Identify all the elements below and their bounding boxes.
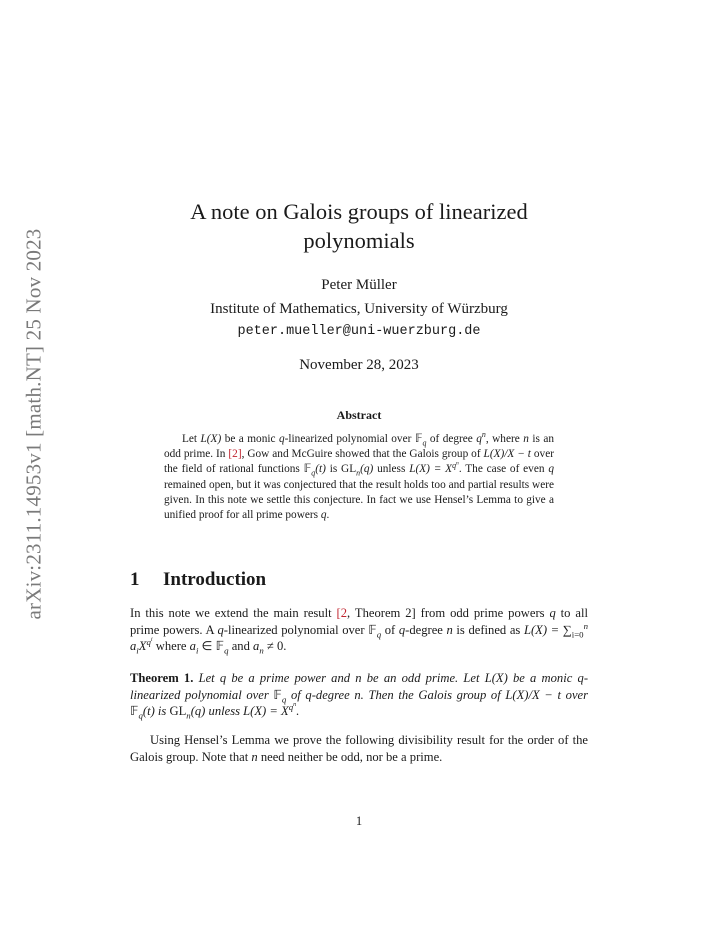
- paper-title: [130, 197, 588, 255]
- page-number: 1: [355, 814, 363, 828]
- abstract-paragraph: Let L(X) be a monic q-linearized polynomial over 𝔽$_q$ of degree $q^n$, where n is an odd prime. In [2], Gow and McGuire showed that the Galois group of L(X)/X − t over the field of rational functions 𝔽$_q$(t) is $GL_n(q)$ unless $L(X) = X^{q^n}$. The case of even q remained open, but it was conjectured that the result holds too and partial results were given. In this note we settle this conjecture. In fact we use Hensel’s Lemma to give a unified proof for all prime powers q.: [164, 430, 554, 522]
- author-affiliation: Institute of Mathematics, University of Würzburg: [210, 301, 508, 317]
- title-line-2: polynomials: [303, 228, 415, 253]
- author-email[interactable]: peter.mueller@uni-wuerzburg.de: [237, 324, 481, 339]
- section-heading-introduction: [130, 569, 266, 591]
- abstract-body: [164, 432, 554, 523]
- section-title: Introduction: [163, 569, 267, 590]
- citation-link-2[interactable]: [2]: [228, 448, 242, 461]
- section-number: 1: [130, 569, 140, 590]
- author-name: Peter Müller: [321, 277, 397, 293]
- intro-paragraph: In this note we extend the main result [2, Theorem 2] from odd prime powers q to all prime powers. A q-linearized polynomial over 𝔽$_q$ of q-degree n is defined as $L(X) = \sum_{i=0}^n$ $a_iX^{q^i}$ where $a_i$ ∈ 𝔽$_q$ and $a_n \ne 0$.: [130, 606, 588, 656]
- abstract-heading: Abstract: [336, 408, 382, 422]
- paper-date: November 28, 2023: [299, 357, 419, 373]
- citation-link-2-theorem[interactable]: [2: [336, 606, 348, 620]
- arxiv-identifier-stamp: arXiv:2311.14953v1 [math.NT] 25 Nov 2023: [21, 228, 46, 620]
- theorem-label: Theorem 1.: [130, 671, 194, 685]
- title-line-1: A note on Galois groups of linearized: [190, 199, 528, 224]
- hensel-paragraph: Using Hensel’s Lemma we prove the following divisibility result for the order of the Galois group. Note that n need neither be odd, nor be a prime.: [130, 733, 588, 764]
- theorem-1: Theorem 1. Let q be a prime power and n be an odd prime. Let L(X) be a monic q-linearized polynomial over 𝔽$_q$ of q-degree n. Then the Galois group of L(X)/X − t over 𝔽$_q$(t) is $GL_n(q)$ unless $L(X) = X^{q^n}$.: [130, 671, 589, 721]
